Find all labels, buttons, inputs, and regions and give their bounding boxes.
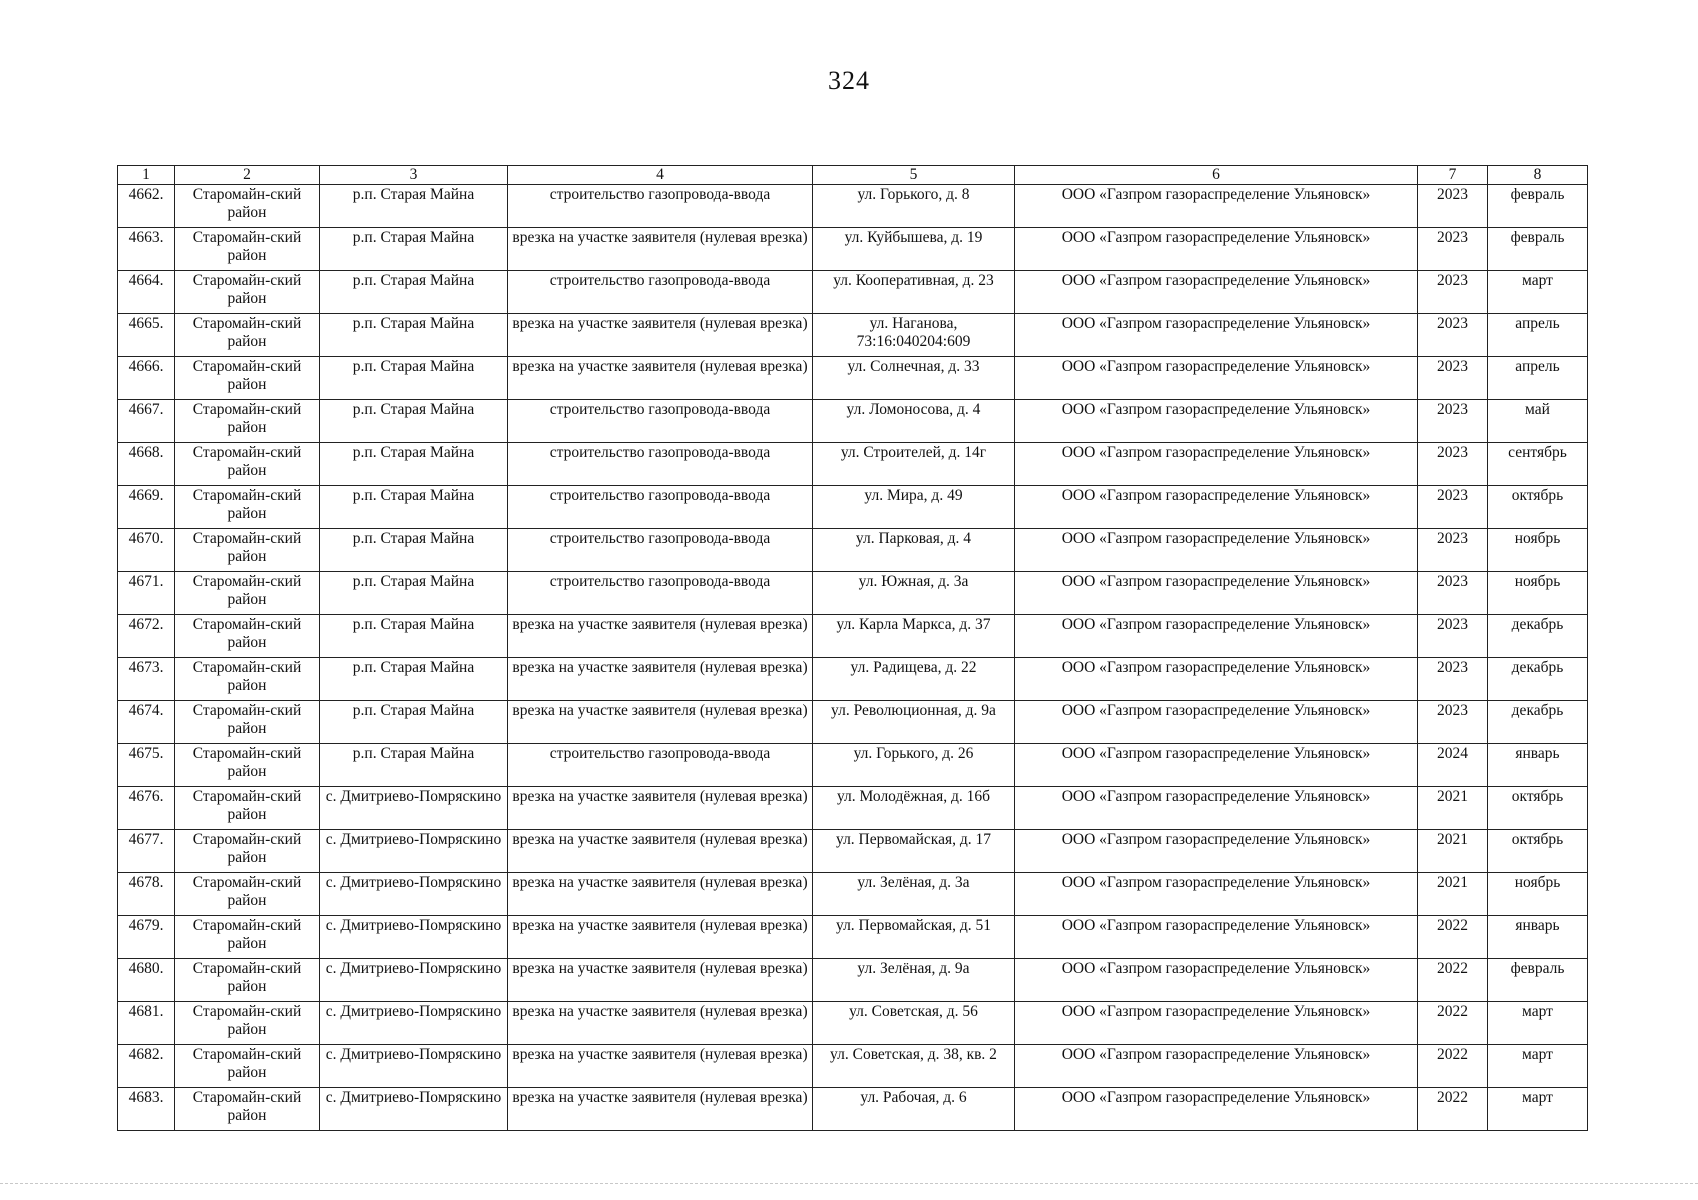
district-cell: Старомайн-ский район — [175, 185, 320, 228]
year-cell: 2023 — [1418, 271, 1488, 314]
table-row — [118, 486, 1588, 529]
settlement-cell: р.п. Старая Майна — [320, 615, 508, 658]
table-row — [118, 443, 1588, 486]
settlement-cell: р.п. Старая Майна — [320, 658, 508, 701]
organization-cell: ООО «Газпром газораспределение Ульяновск» — [1015, 1045, 1418, 1088]
address-cell: ул. Горького, д. 26 — [813, 744, 1015, 787]
month-cell: апрель — [1488, 314, 1588, 357]
register-table — [117, 165, 1588, 1131]
district-cell: Старомайн-ский район — [175, 787, 320, 830]
settlement-cell: с. Дмитриево-Помряскино — [320, 830, 508, 873]
row-number-cell: 4665. — [118, 314, 175, 357]
table-row — [118, 916, 1588, 959]
row-number-cell: 4666. — [118, 357, 175, 400]
page-edge-divider — [0, 1183, 1698, 1184]
settlement-cell: р.п. Старая Майна — [320, 185, 508, 228]
row-number-cell: 4668. — [118, 443, 175, 486]
column-header: 1 — [118, 166, 175, 185]
district-cell: Старомайн-ский район — [175, 959, 320, 1002]
address-cell: ул. Солнечная, д. 33 — [813, 357, 1015, 400]
row-number-cell: 4677. — [118, 830, 175, 873]
work-type-cell: врезка на участке заявителя (нулевая врезка) — [508, 873, 813, 916]
settlement-cell: с. Дмитриево-Помряскино — [320, 1045, 508, 1088]
page-number: 324 — [828, 66, 870, 95]
address-cell: ул. Рабочая, д. 6 — [813, 1088, 1015, 1131]
organization-cell: ООО «Газпром газораспределение Ульяновск» — [1015, 787, 1418, 830]
table-row — [118, 701, 1588, 744]
settlement-cell: р.п. Старая Майна — [320, 529, 508, 572]
table-row — [118, 658, 1588, 701]
row-number-cell: 4664. — [118, 271, 175, 314]
address-cell: ул. Карла Маркса, д. 37 — [813, 615, 1015, 658]
settlement-cell: р.п. Старая Майна — [320, 271, 508, 314]
organization-cell: ООО «Газпром газораспределение Ульяновск» — [1015, 529, 1418, 572]
work-type-cell: врезка на участке заявителя (нулевая врезка) — [508, 830, 813, 873]
column-header: 3 — [320, 166, 508, 185]
row-number-cell: 4682. — [118, 1045, 175, 1088]
settlement-cell: с. Дмитриево-Помряскино — [320, 1088, 508, 1131]
address-cell: ул. Горького, д. 8 — [813, 185, 1015, 228]
work-type-cell: строительство газопровода-ввода — [508, 572, 813, 615]
settlement-cell: с. Дмитриево-Помряскино — [320, 787, 508, 830]
settlement-cell: р.п. Старая Майна — [320, 400, 508, 443]
month-cell: февраль — [1488, 959, 1588, 1002]
table-row — [118, 357, 1588, 400]
row-number-cell: 4674. — [118, 701, 175, 744]
work-type-cell: строительство газопровода-ввода — [508, 744, 813, 787]
work-type-cell: врезка на участке заявителя (нулевая врезка) — [508, 787, 813, 830]
address-cell: ул. Первомайская, д. 51 — [813, 916, 1015, 959]
organization-cell: ООО «Газпром газораспределение Ульяновск» — [1015, 185, 1418, 228]
work-type-cell: строительство газопровода-ввода — [508, 185, 813, 228]
address-cell: ул. Мира, д. 49 — [813, 486, 1015, 529]
district-cell: Старомайн-ский район — [175, 916, 320, 959]
table-row — [118, 314, 1588, 357]
year-cell: 2023 — [1418, 314, 1488, 357]
row-number-cell: 4671. — [118, 572, 175, 615]
organization-cell: ООО «Газпром газораспределение Ульяновск» — [1015, 916, 1418, 959]
month-cell: октябрь — [1488, 830, 1588, 873]
district-cell: Старомайн-ский район — [175, 443, 320, 486]
month-cell: январь — [1488, 744, 1588, 787]
row-number-cell: 4662. — [118, 185, 175, 228]
year-cell: 2021 — [1418, 873, 1488, 916]
table-row — [118, 572, 1588, 615]
organization-cell: ООО «Газпром газораспределение Ульяновск» — [1015, 615, 1418, 658]
address-cell: ул. Революционная, д. 9а — [813, 701, 1015, 744]
district-cell: Старомайн-ский район — [175, 658, 320, 701]
settlement-cell: с. Дмитриево-Помряскино — [320, 959, 508, 1002]
address-cell: ул. Зелёная, д. 9а — [813, 959, 1015, 1002]
settlement-cell: с. Дмитриево-Помряскино — [320, 916, 508, 959]
district-cell: Старомайн-ский район — [175, 744, 320, 787]
month-cell: декабрь — [1488, 701, 1588, 744]
table-row — [118, 959, 1588, 1002]
work-type-cell: врезка на участке заявителя (нулевая врезка) — [508, 615, 813, 658]
organization-cell: ООО «Газпром газораспределение Ульяновск» — [1015, 873, 1418, 916]
address-cell: ул. Куйбышева, д. 19 — [813, 228, 1015, 271]
address-cell: ул. Кооперативная, д. 23 — [813, 271, 1015, 314]
address-cell: ул. Строителей, д. 14г — [813, 443, 1015, 486]
month-cell: ноябрь — [1488, 529, 1588, 572]
table-row — [118, 830, 1588, 873]
work-type-cell: врезка на участке заявителя (нулевая врезка) — [508, 959, 813, 1002]
month-cell: май — [1488, 400, 1588, 443]
organization-cell: ООО «Газпром газораспределение Ульяновск» — [1015, 830, 1418, 873]
organization-cell: ООО «Газпром газораспределение Ульяновск» — [1015, 443, 1418, 486]
district-cell: Старомайн-ский район — [175, 873, 320, 916]
settlement-cell: р.п. Старая Майна — [320, 744, 508, 787]
table-row — [118, 228, 1588, 271]
table-row — [118, 873, 1588, 916]
year-cell: 2022 — [1418, 959, 1488, 1002]
table-body — [118, 185, 1588, 1131]
organization-cell: ООО «Газпром газораспределение Ульяновск» — [1015, 314, 1418, 357]
table-row — [118, 1002, 1588, 1045]
organization-cell: ООО «Газпром газораспределение Ульяновск» — [1015, 357, 1418, 400]
row-number-cell: 4669. — [118, 486, 175, 529]
table-row — [118, 271, 1588, 314]
settlement-cell: р.п. Старая Майна — [320, 486, 508, 529]
column-header: 4 — [508, 166, 813, 185]
work-type-cell: врезка на участке заявителя (нулевая врезка) — [508, 701, 813, 744]
column-header: 7 — [1418, 166, 1488, 185]
row-number-cell: 4680. — [118, 959, 175, 1002]
year-cell: 2022 — [1418, 1002, 1488, 1045]
district-cell: Старомайн-ский район — [175, 228, 320, 271]
month-cell: март — [1488, 271, 1588, 314]
month-cell: январь — [1488, 916, 1588, 959]
month-cell: февраль — [1488, 228, 1588, 271]
year-cell: 2023 — [1418, 443, 1488, 486]
work-type-cell: врезка на участке заявителя (нулевая врезка) — [508, 1045, 813, 1088]
work-type-cell: строительство газопровода-ввода — [508, 271, 813, 314]
address-cell: ул. Парковая, д. 4 — [813, 529, 1015, 572]
settlement-cell: с. Дмитриево-Помряскино — [320, 873, 508, 916]
settlement-cell: р.п. Старая Майна — [320, 228, 508, 271]
organization-cell: ООО «Газпром газораспределение Ульяновск» — [1015, 701, 1418, 744]
row-number-cell: 4678. — [118, 873, 175, 916]
district-cell: Старомайн-ский район — [175, 1045, 320, 1088]
year-cell: 2023 — [1418, 658, 1488, 701]
month-cell: февраль — [1488, 185, 1588, 228]
year-cell: 2022 — [1418, 916, 1488, 959]
column-number-row — [118, 166, 1588, 185]
work-type-cell: врезка на участке заявителя (нулевая врезка) — [508, 658, 813, 701]
year-cell: 2024 — [1418, 744, 1488, 787]
district-cell: Старомайн-ский район — [175, 701, 320, 744]
row-number-cell: 4670. — [118, 529, 175, 572]
district-cell: Старомайн-ский район — [175, 615, 320, 658]
work-type-cell: строительство газопровода-ввода — [508, 486, 813, 529]
table-row — [118, 185, 1588, 228]
organization-cell: ООО «Газпром газораспределение Ульяновск» — [1015, 271, 1418, 314]
work-type-cell: строительство газопровода-ввода — [508, 400, 813, 443]
settlement-cell: р.п. Старая Майна — [320, 572, 508, 615]
work-type-cell: врезка на участке заявителя (нулевая врезка) — [508, 1088, 813, 1131]
district-cell: Старомайн-ский район — [175, 1088, 320, 1131]
table-row — [118, 1045, 1588, 1088]
organization-cell: ООО «Газпром газораспределение Ульяновск» — [1015, 400, 1418, 443]
month-cell: март — [1488, 1088, 1588, 1131]
organization-cell: ООО «Газпром газораспределение Ульяновск» — [1015, 658, 1418, 701]
month-cell: ноябрь — [1488, 572, 1588, 615]
district-cell: Старомайн-ский район — [175, 529, 320, 572]
month-cell: октябрь — [1488, 787, 1588, 830]
row-number-cell: 4663. — [118, 228, 175, 271]
month-cell: ноябрь — [1488, 873, 1588, 916]
address-cell: ул. Первомайская, д. 17 — [813, 830, 1015, 873]
row-number-cell: 4683. — [118, 1088, 175, 1131]
year-cell: 2023 — [1418, 572, 1488, 615]
work-type-cell: врезка на участке заявителя (нулевая врезка) — [508, 314, 813, 357]
address-cell: ул. Ломоносова, д. 4 — [813, 400, 1015, 443]
year-cell: 2023 — [1418, 400, 1488, 443]
table-row — [118, 615, 1588, 658]
address-cell: ул. Советская, д. 56 — [813, 1002, 1015, 1045]
month-cell: декабрь — [1488, 658, 1588, 701]
year-cell: 2021 — [1418, 830, 1488, 873]
settlement-cell: р.п. Старая Майна — [320, 443, 508, 486]
year-cell: 2023 — [1418, 701, 1488, 744]
year-cell: 2023 — [1418, 486, 1488, 529]
work-type-cell: врезка на участке заявителя (нулевая врезка) — [508, 1002, 813, 1045]
year-cell: 2023 — [1418, 529, 1488, 572]
organization-cell: ООО «Газпром газораспределение Ульяновск» — [1015, 572, 1418, 615]
district-cell: Старомайн-ский район — [175, 314, 320, 357]
year-cell: 2021 — [1418, 787, 1488, 830]
table-row — [118, 529, 1588, 572]
district-cell: Старомайн-ский район — [175, 1002, 320, 1045]
year-cell: 2022 — [1418, 1045, 1488, 1088]
address-cell: ул. Зелёная, д. 3а — [813, 873, 1015, 916]
month-cell: март — [1488, 1002, 1588, 1045]
address-cell: ул. Наганова, 73:16:040204:609 — [813, 314, 1015, 357]
settlement-cell: р.п. Старая Майна — [320, 357, 508, 400]
month-cell: март — [1488, 1045, 1588, 1088]
table-row — [118, 787, 1588, 830]
row-number-cell: 4672. — [118, 615, 175, 658]
district-cell: Старомайн-ский район — [175, 572, 320, 615]
table-row — [118, 1088, 1588, 1131]
year-cell: 2023 — [1418, 228, 1488, 271]
district-cell: Старомайн-ский район — [175, 486, 320, 529]
organization-cell: ООО «Газпром газораспределение Ульяновск» — [1015, 959, 1418, 1002]
row-number-cell: 4675. — [118, 744, 175, 787]
year-cell: 2022 — [1418, 1088, 1488, 1131]
month-cell: апрель — [1488, 357, 1588, 400]
table-row — [118, 744, 1588, 787]
work-type-cell: врезка на участке заявителя (нулевая врезка) — [508, 228, 813, 271]
organization-cell: ООО «Газпром газораспределение Ульяновск» — [1015, 486, 1418, 529]
row-number-cell: 4681. — [118, 1002, 175, 1045]
district-cell: Старомайн-ский район — [175, 830, 320, 873]
district-cell: Старомайн-ский район — [175, 271, 320, 314]
work-type-cell: врезка на участке заявителя (нулевая врезка) — [508, 357, 813, 400]
year-cell: 2023 — [1418, 357, 1488, 400]
month-cell: октябрь — [1488, 486, 1588, 529]
district-cell: Старомайн-ский район — [175, 400, 320, 443]
year-cell: 2023 — [1418, 615, 1488, 658]
organization-cell: ООО «Газпром газораспределение Ульяновск» — [1015, 1088, 1418, 1131]
address-cell: ул. Молодёжная, д. 16б — [813, 787, 1015, 830]
work-type-cell: строительство газопровода-ввода — [508, 529, 813, 572]
month-cell: декабрь — [1488, 615, 1588, 658]
organization-cell: ООО «Газпром газораспределение Ульяновск» — [1015, 228, 1418, 271]
column-header: 5 — [813, 166, 1015, 185]
settlement-cell: р.п. Старая Майна — [320, 701, 508, 744]
work-type-cell: врезка на участке заявителя (нулевая врезка) — [508, 916, 813, 959]
district-cell: Старомайн-ский район — [175, 357, 320, 400]
table-row — [118, 400, 1588, 443]
address-cell: ул. Советская, д. 38, кв. 2 — [813, 1045, 1015, 1088]
year-cell: 2023 — [1418, 185, 1488, 228]
row-number-cell: 4673. — [118, 658, 175, 701]
column-header: 8 — [1488, 166, 1588, 185]
row-number-cell: 4679. — [118, 916, 175, 959]
organization-cell: ООО «Газпром газораспределение Ульяновск» — [1015, 744, 1418, 787]
settlement-cell: с. Дмитриево-Помряскино — [320, 1002, 508, 1045]
settlement-cell: р.п. Старая Майна — [320, 314, 508, 357]
address-cell: ул. Южная, д. 3а — [813, 572, 1015, 615]
column-header: 6 — [1015, 166, 1418, 185]
work-type-cell: строительство газопровода-ввода — [508, 443, 813, 486]
address-cell: ул. Радищева, д. 22 — [813, 658, 1015, 701]
row-number-cell: 4676. — [118, 787, 175, 830]
organization-cell: ООО «Газпром газораспределение Ульяновск» — [1015, 1002, 1418, 1045]
column-header: 2 — [175, 166, 320, 185]
month-cell: сентябрь — [1488, 443, 1588, 486]
row-number-cell: 4667. — [118, 400, 175, 443]
